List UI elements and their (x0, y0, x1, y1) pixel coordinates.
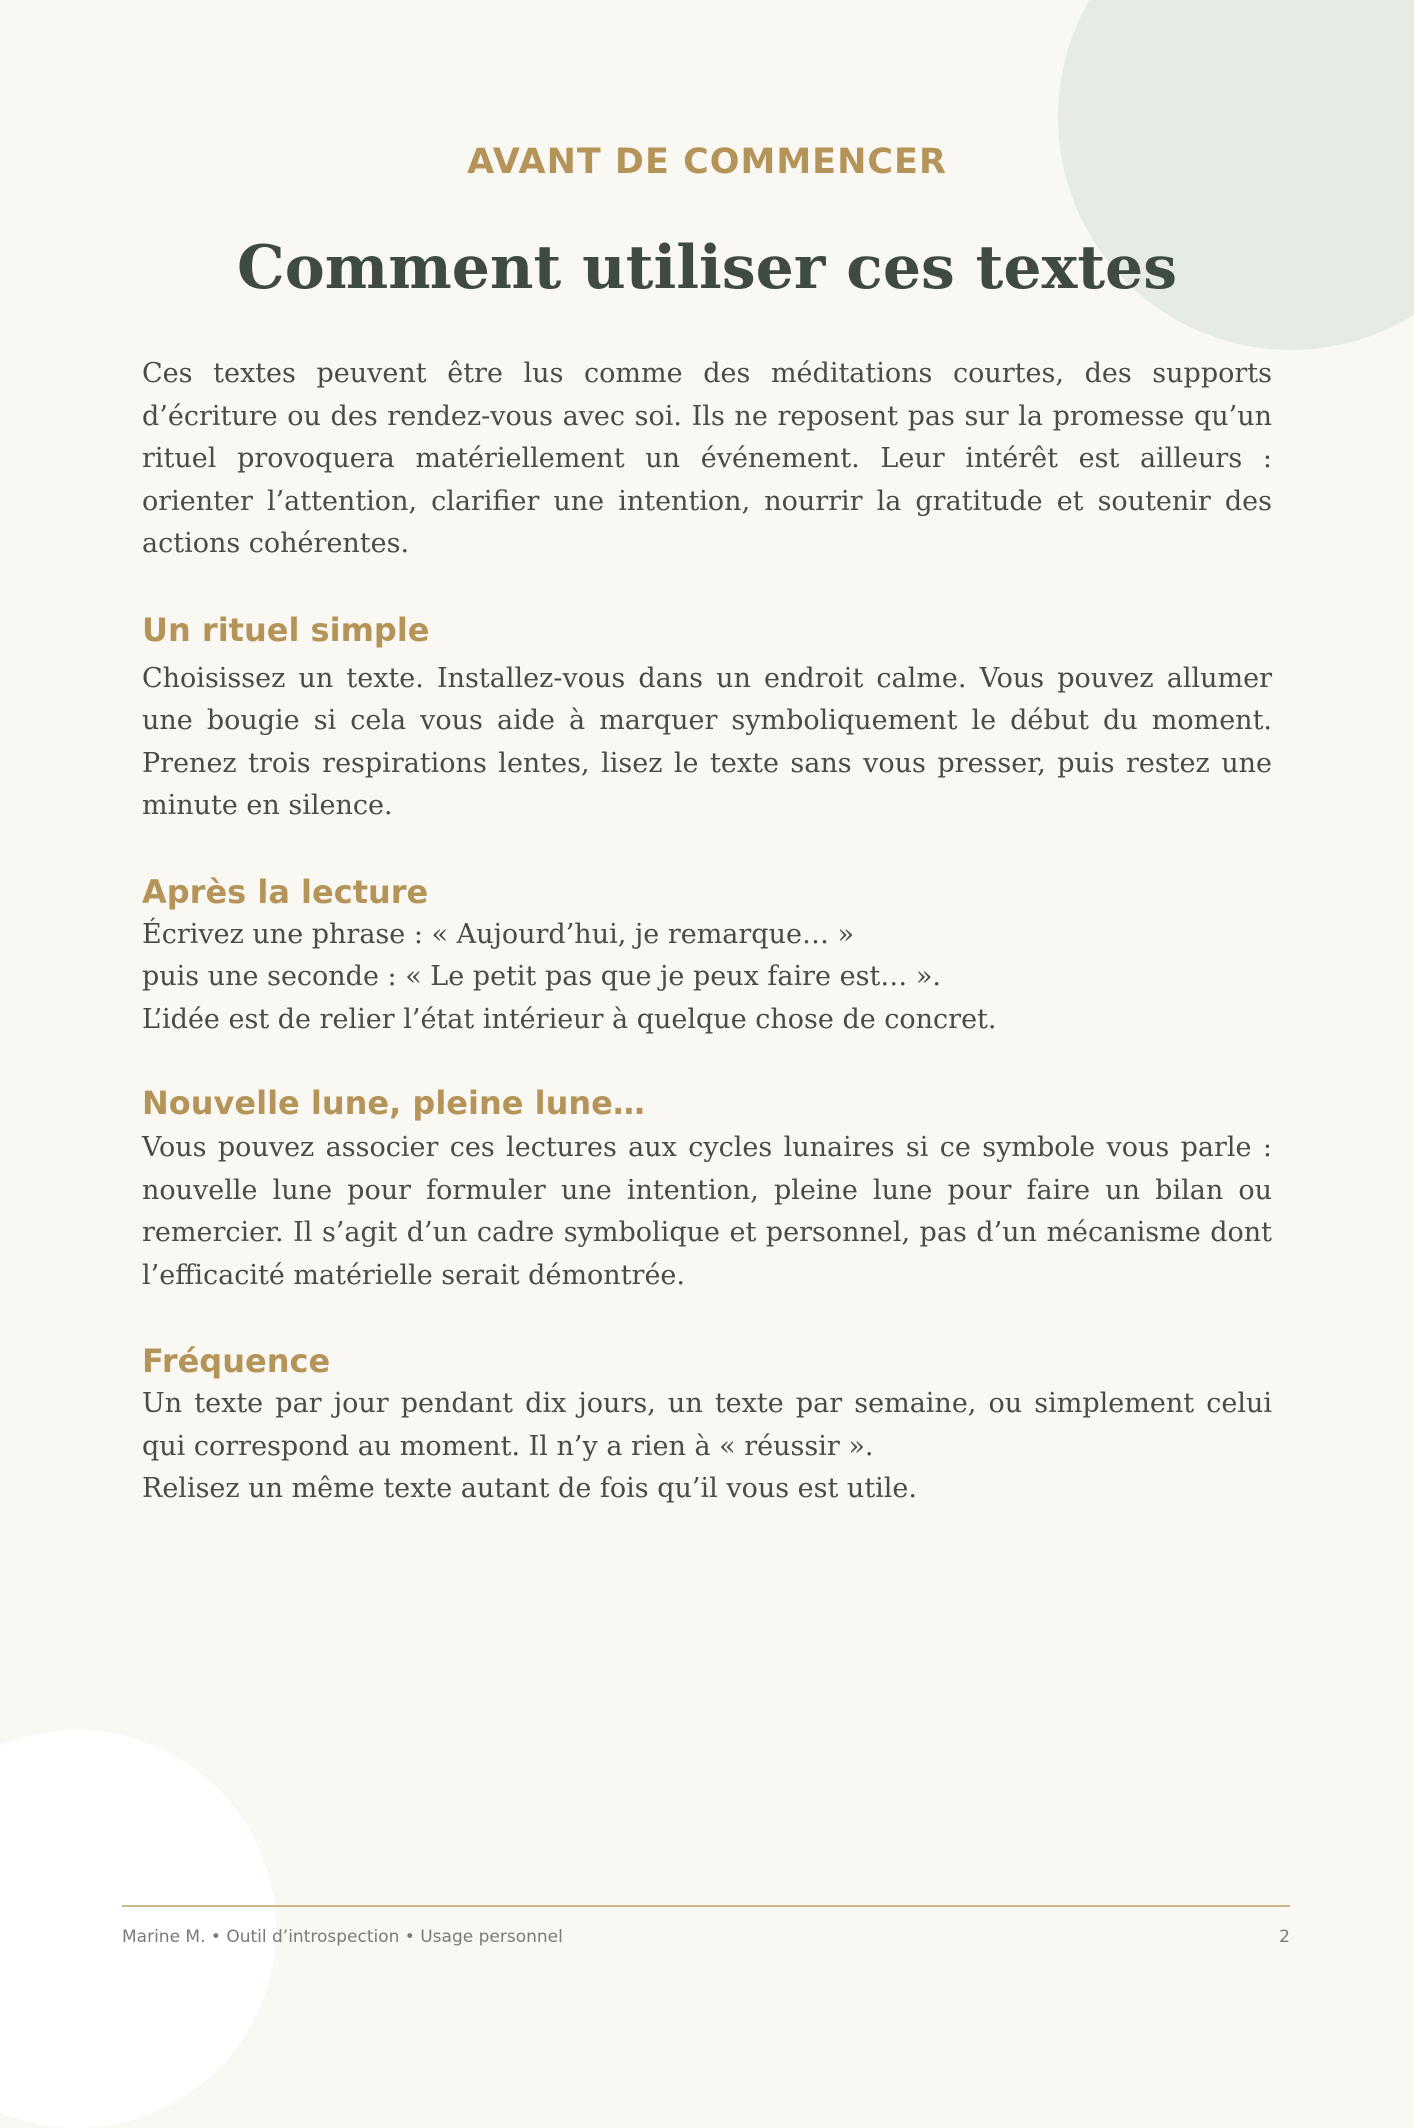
heading-apres-lecture: Après la lecture (142, 872, 429, 911)
main-content (142, 353, 1272, 1511)
section-eyebrow: AVANT DE COMMENCER (467, 142, 947, 182)
apres-lecture-line-3: L’idée est de relier l’état intérieur à quelque chose de concret. (142, 1003, 997, 1035)
intro-paragraph: Ces textes peuvent être lus comme des méditations courtes, des supports d’écriture ou des rendez-vous avec soi. Ils ne reposent pas sur la promesse qu’un rituel provoquera matériellement un événement. Leur intérêt est ailleurs : orienter l’attention, clarifier une intention, nourrir la gratitude et soutenir des actions cohérentes. (142, 358, 1272, 559)
page-title: Comment utiliser ces textes (236, 233, 1178, 303)
heading-cycles-lunaires: Nouvelle lune, pleine lune… (142, 1084, 645, 1122)
apres-lecture-line-1: Écrivez une phrase : « Aujourd’hui, je remarque… » (142, 918, 855, 950)
apres-lecture-line-2: puis une seconde : « Le petit pas que je peux faire est… ». (142, 961, 941, 992)
paragraph-cycles-lunaires: Vous pouvez associer ces lectures aux cycles lunaires si ce symbole vous parle : nouvelle lune pour formuler une intention, pleine lune pour faire un bilan ou remercier. Il s’agit d’un cadre symbolique et personnel, pas d’un mécanisme dont l’efficacité matérielle serait démontrée. (142, 1132, 1272, 1291)
footer-divider (122, 1905, 1290, 1907)
list-apres-lecture (142, 914, 1272, 1042)
frequence-last-line: Relisez un même texte autant de fois qu’il vous est utile. (142, 1473, 917, 1504)
heading-rituel-simple: Un rituel simple (142, 610, 430, 649)
footer-credits: Marine M. • Outil d’introspection • Usage personnel (122, 1927, 563, 1947)
page-number: 2 (1279, 1927, 1290, 1947)
paragraph-rituel-simple: Choisissez un texte. Installez-vous dans un endroit calme. Vous pouvez allumer une bougie si cela vous aide à marquer symboliquement le début du moment. Prenez trois respirations lentes, lisez le texte sans vous presser, puis restez une minute en silence. (142, 662, 1272, 821)
heading-frequence: Fréquence (142, 1342, 331, 1380)
paragraph-frequence: Un texte par jour pendant dix jours, un texte par semaine, ou simplement celui qui correspond au moment. Il n’y a rien à « réussir ». (142, 1388, 1272, 1462)
